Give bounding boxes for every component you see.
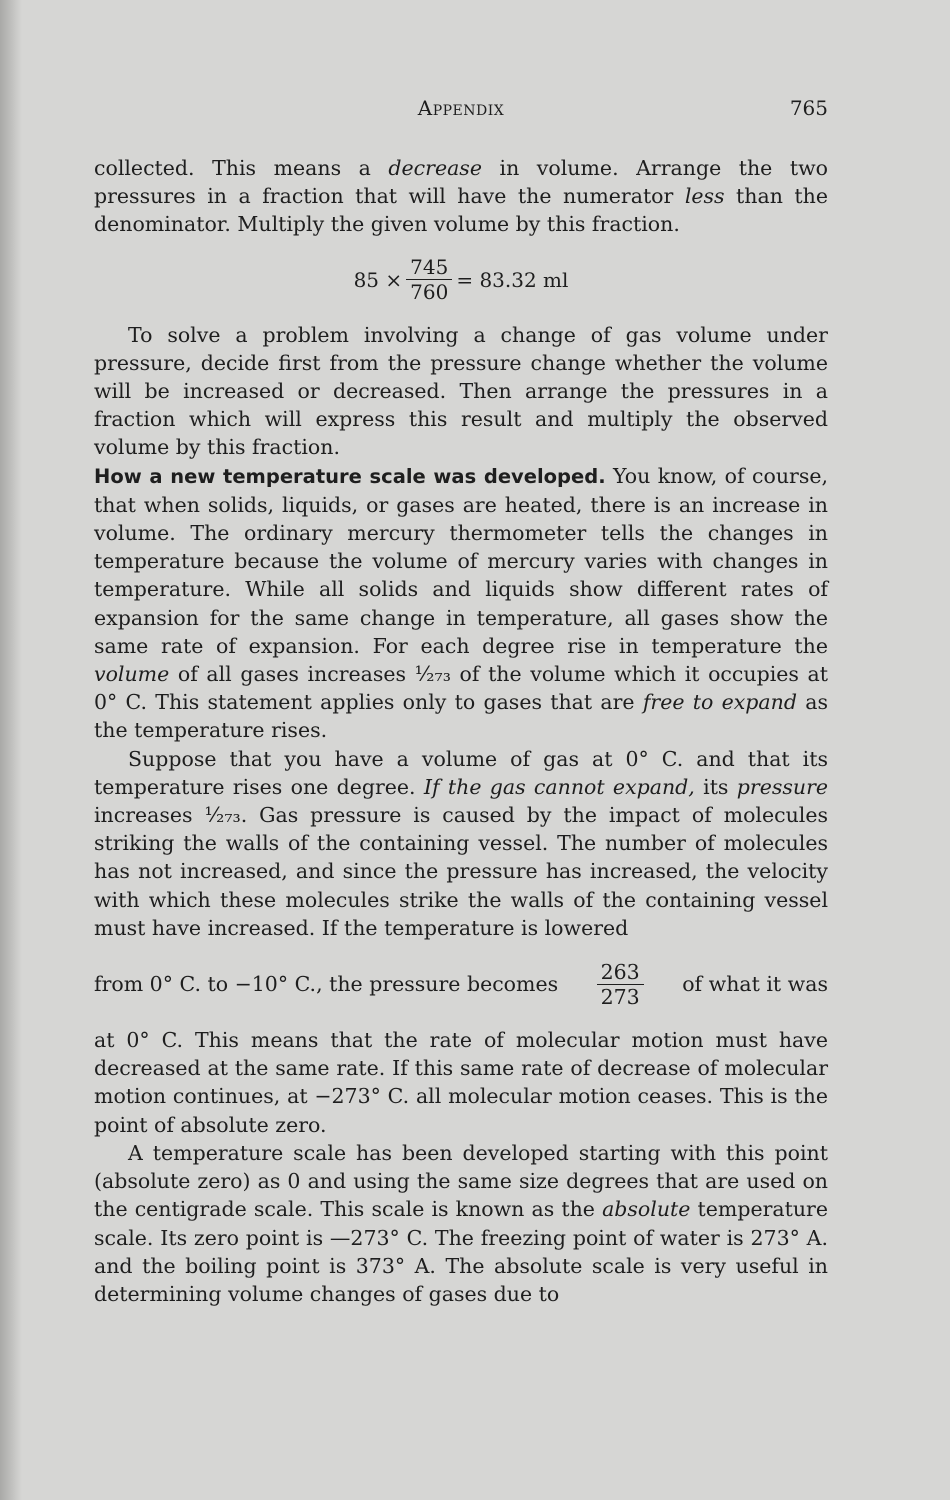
section-heading: How a new temperature scale was developed. <box>94 464 606 488</box>
emphasis: If the gas cannot expand, <box>423 774 695 799</box>
fraction-numerator: 263 <box>597 960 644 985</box>
page-edge-shadow <box>0 0 22 1500</box>
emphasis: volume <box>94 662 170 687</box>
pressure-fraction-line: from 0° C. to −10° C., the pressure becomes $\frac{263}{273}$ of what it was <box>94 959 828 1009</box>
emphasis: pressure <box>736 774 829 799</box>
emphasis: decrease <box>388 156 482 180</box>
header-title: Appendix <box>417 96 505 120</box>
paragraph-2: To solve a problem involving a change of gas volume under pressure, decide first from the pressure change whether the volume will be increased or decreased. Then arrange the pressures in a fraction which will express this result and multiply the observed volume by this fraction. <box>94 322 828 460</box>
emphasis: free to expand <box>642 690 797 715</box>
emphasis: less <box>684 184 725 209</box>
fraction-numerator: 745 <box>406 255 452 280</box>
fraction-denominator: 760 <box>410 280 449 305</box>
running-head <box>94 96 828 122</box>
paragraph-5: A temperature scale has been developed starting with this point (absolute zero) as 0 and using the same size degrees that are used on the centigrade scale. This scale is known as the absolute temperature scale. Its zero point is —273° C. The freezing point of water is 273° A. and the boiling point is 373° A. The absolute scale is very useful in determining volume changes of gases due to <box>94 1140 828 1306</box>
paragraph-3: How a new temperature scale was developed. You know, of course, that when solids, liquids, or gases are heated, there is an increase in volume. The ordinary mercury thermometer tells the changes in temperature because the volume of mercury varies with changes in temperature. While all solids and liquids show different rates of expansion for the same change in temperature, all gases show the same rate of expansion. For each degree rise in temperature the volume of all gases increases ¹⁄₂₇₃ of the volume which it occupies at 0° C. This statement applies only to gases that are free to expand as the temperature rises. <box>94 463 828 743</box>
paragraph-1: collected. This means a decrease in volume. Arrange the two pressures in a fraction that will have the numerator less than the denominator. Multiply the given volume by this fraction. <box>94 156 828 237</box>
temperature-fraction <box>597 960 644 1009</box>
emphasis: absolute <box>602 1197 691 1222</box>
volume-formula: 85 × $\frac{745}{760}$ = 83.32 ml <box>353 255 569 305</box>
body-text <box>94 154 828 1308</box>
paragraph-4: Suppose that you have a volume of gas at 0° C. and that its temperature rises one degree. If the gas cannot expand, its pressure increases ¹⁄₂₇₃. Gas pressure is caused by the impact of molecules striking the walls of the containing vessel. The number of molecules has not increased, and since the pressure has increased, the velocity with which these molecules strike the walls of the containing vessel must have increased. If the temperature is lowered <box>94 746 829 940</box>
page-number: 765 <box>789 96 828 120</box>
paragraph-4-continued: at 0° C. This means that the rate of molecular motion must have decreased at the same rate. If this same rate of decrease of molecular motion continues, at −273° C. all molecular motion ceases. This is the point of absolute zero. <box>94 1028 828 1137</box>
pressure-fraction <box>406 255 452 304</box>
fraction-denominator: 273 <box>600 984 640 1009</box>
